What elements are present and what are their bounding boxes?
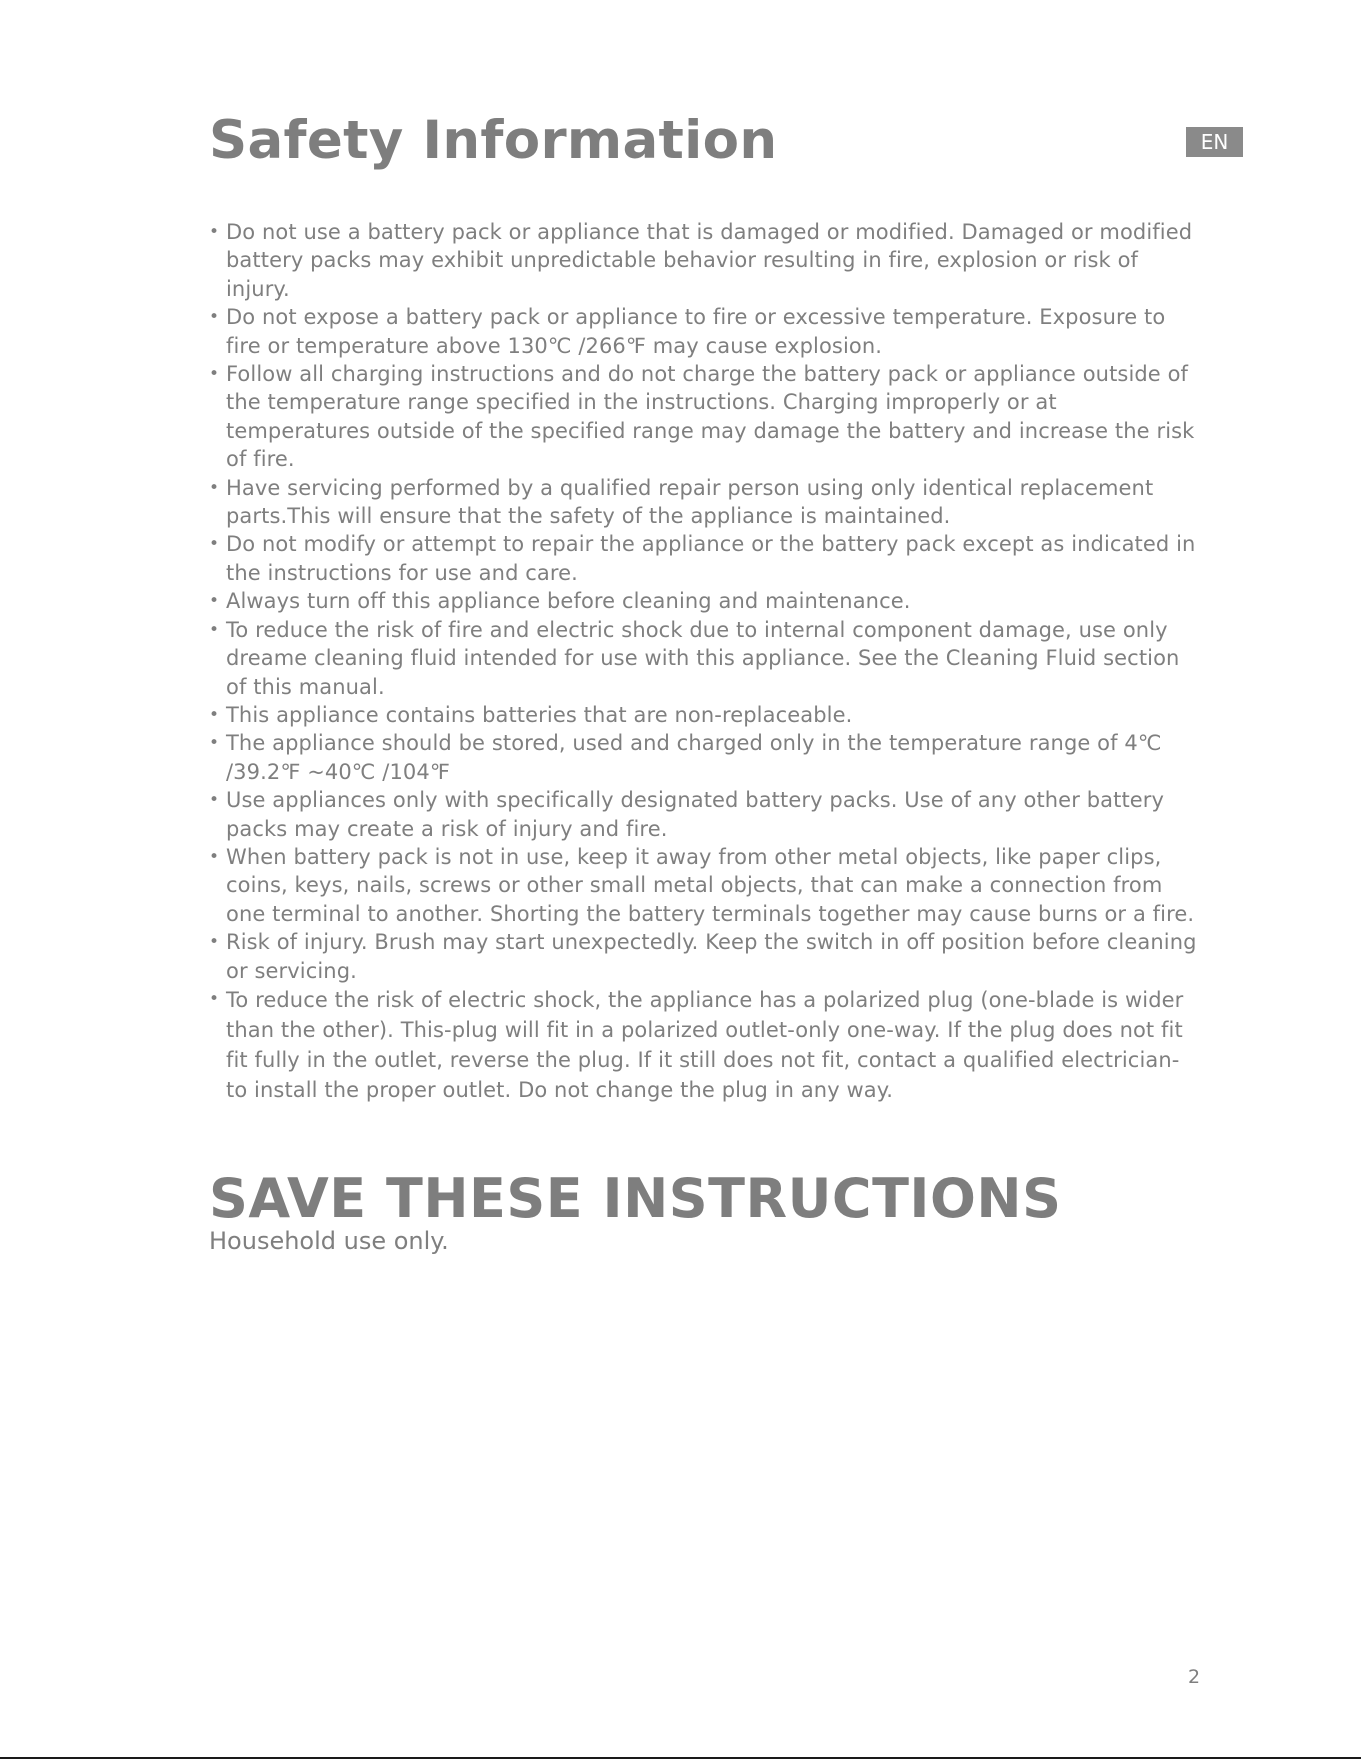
list-item <box>209 786 1199 843</box>
list-item-text: Use appliances only with specifically designated battery packs. Use of any other battery packs may create a risk of injury and fire. <box>226 788 1165 841</box>
bullet-icon: • <box>209 591 220 612</box>
bullet-icon: • <box>209 790 220 811</box>
list-item-text: When battery pack is not in use, keep it away from other metal objects, like paper clips, coins, keys, nails, screws or other small metal objects, that can make a connection from one terminal to another. Shorting the battery terminals together may cause burns or a fire. <box>226 844 1195 926</box>
bullet-icon: • <box>209 534 220 555</box>
bullet-icon: • <box>209 307 220 328</box>
bullet-icon: • <box>209 932 220 953</box>
list-item-text: Follow all charging instructions and do not charge the battery pack or appliance outside of the temperature range specified in the instructions. Charging improperly or at temperatures outside of the specified range may damage the battery and increase the risk of fire. <box>226 362 1195 472</box>
list-item-text: The appliance should be stored, used and charged only in the temperature range of 4℃ /39.2℉ ~40℃ /104℉ <box>226 731 1162 784</box>
list-item <box>209 303 1199 360</box>
save-instructions-heading: SAVE THESE INSTRUCTIONS <box>209 1167 1062 1230</box>
bullet-icon: • <box>209 477 220 498</box>
bullet-icon: • <box>209 846 220 867</box>
list-item-text: Do not use a battery pack or appliance that is damaged or modified. Damaged or modified battery packs may exhibit unpredictable behavior resulting in fire, explosion or risk of injury. <box>226 220 1193 301</box>
list-item <box>209 985 1199 1105</box>
list-item <box>209 843 1199 928</box>
list-item-text: This appliance contains batteries that are non-replaceable. <box>226 702 853 727</box>
list-item-text: To reduce the risk of fire and electric shock due to internal component damage, use only dreame cleaning fluid intended for use with this appliance. See the Cleaning Fluid section of this manual. <box>226 617 1180 699</box>
list-item <box>209 218 1199 303</box>
bullet-icon: • <box>209 733 220 754</box>
list-item-text: To reduce the risk of electric shock, the appliance has a polarized plug (one-blade is wider than the other). This-plug will fit in a polarized outlet-only one-way. If the plug does not fit fit fully in the outlet, reverse the plug. If it still does not fit, contact a qualified electrician-to install the proper outlet. Do not change the plug in any way. <box>226 987 1184 1102</box>
list-item <box>209 474 1199 531</box>
safety-instructions-list <box>209 218 1199 1105</box>
list-item <box>209 729 1199 786</box>
bullet-icon: • <box>209 704 220 725</box>
bullet-icon: • <box>209 364 220 385</box>
list-item-text: Always turn off this appliance before cleaning and maintenance. <box>226 589 911 614</box>
language-badge: EN <box>1186 127 1243 157</box>
list-item <box>209 530 1199 587</box>
bottom-divider <box>0 1757 1361 1759</box>
list-item-text: Do not modify or attempt to repair the appliance or the battery pack except as indicated in the instructions for use and care. <box>226 532 1196 585</box>
list-item <box>209 701 1199 729</box>
list-item <box>209 928 1199 985</box>
household-use-note: Household use only. <box>209 1227 449 1255</box>
page-number: 2 <box>1188 1666 1201 1688</box>
list-item-text: Do not expose a battery pack or appliance to fire or excessive temperature. Exposure to fire or temperature above 130℃ /266℉ may cause explosion. <box>226 305 1166 358</box>
page-title: Safety Information <box>209 110 778 171</box>
list-item <box>209 360 1199 474</box>
bullet-icon: • <box>209 988 220 1009</box>
list-item <box>209 587 1199 615</box>
bullet-icon: • <box>209 619 220 640</box>
list-item-text: Risk of injury. Brush may start unexpectedly. Keep the switch in off position before cleaning or servicing. <box>226 930 1197 983</box>
list-item <box>209 616 1199 701</box>
bullet-icon: • <box>209 222 220 242</box>
list-item-text: Have servicing performed by a qualified repair person using only identical replacement parts.This will ensure that the safety of the appliance is maintained. <box>226 475 1154 529</box>
